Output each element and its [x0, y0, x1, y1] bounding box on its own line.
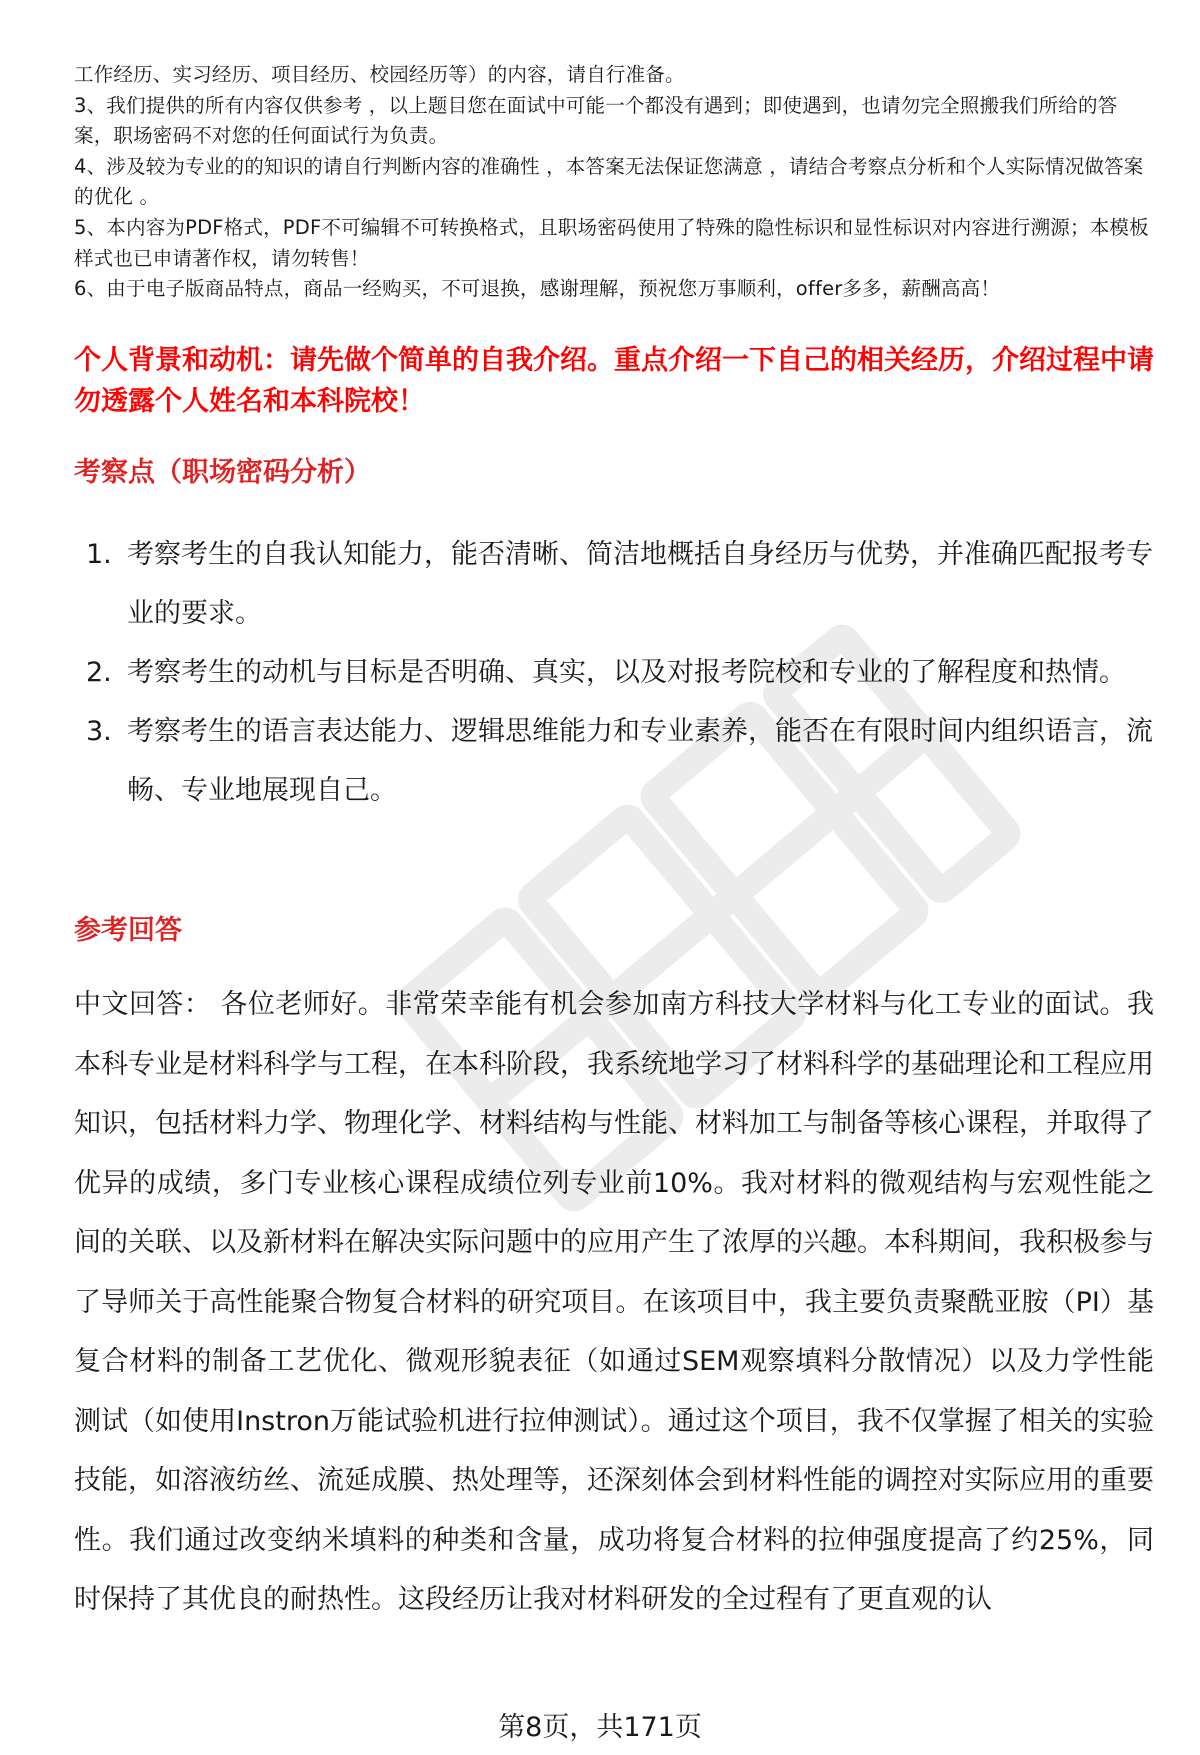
question-heading: 个人背景和动机：请先做个简单的自我介绍。重点介绍一下自己的相关经历，介绍过程中请勿透露个人姓名和本科院校！ — [74, 345, 1154, 417]
list-number: 1. — [86, 539, 112, 570]
key-points-list — [74, 525, 1154, 820]
note-line: 4、涉及较为专业的的知识的请自行判断内容的准确性 ，本答案无法保证您满意 ，请结合考察点分析和个人实际情况做答案的优化 。 — [74, 154, 1144, 209]
note-line: 6、由于电子版商品特点，商品一经购买，不可退换，感谢理解，预祝您万事顺利，offer多多，薪酬高高！ — [74, 277, 1001, 301]
reference-answer-heading: 参考回答 — [74, 915, 182, 946]
key-point-text: 考察考生的语言表达能力、逻辑思维能力和专业素养，能否在有限时间内组织语言，流畅、专业地展现自己。 — [127, 716, 1153, 806]
page-number: 第8页，共171页 — [498, 1712, 702, 1743]
note-line: 5、本内容为PDF格式，PDF不可编辑不可转换格式，且职场密码使用了特殊的隐性标识和显性标识对内容进行溯源；本模板样式也已申请著作权，请勿转售！ — [74, 215, 1149, 270]
key-point-item — [74, 525, 1154, 643]
note-line: 工作经历、实习经历、项目经历、校园经历等）的内容，请自行准备。 — [74, 63, 685, 86]
key-point-item — [74, 643, 1154, 702]
key-point-text: 考察考生的自我认知能力，能否清晰、简洁地概括自身经历与优势，并准确匹配报考专业的要求。 — [127, 539, 1153, 629]
reference-answer-text: 中文回答： 各位老师好。非常荣幸能有机会参加南方科技大学材料与化工专业的面试。我本科专业是材料科学与工程，在本科阶段，我系统地学习了材料科学的基础理论和工程应用知识，包括材料力学、物理化学、材料结构与性能、材料加工与制备等核心课程，并取得了优异的成绩，多门专业核心课程成绩位列专业前10%。我对材料的微观结构与宏观性能之间的关联、以及新材料在解决实际问题中的应用产生了浓厚的兴趣。本科期间，我积极参与了导师关于高性能聚合物复合材料的研究项目。在该项目中，我主要负责聚酰亚胺（PI）基复合材料的制备工艺优化、微观形貌表征（如通过SEM观察填料分散情况）以及力学性能测试（如使用Instron万能试验机进行拉伸测试）。通过这个项目，我不仅掌握了相关的实验技能，如溶液纺丝、流延成膜、热处理等，还深刻体会到材料性能的调控对实际应用的重要性。我们通过改变纳米填料的种类和含量，成功将复合材料的拉伸强度提高了约25%，同时保持了其优良的耐热性。这段经历让我对材料研发的全过程有了更直观的认 — [74, 989, 1154, 1615]
notes-section — [74, 60, 1154, 305]
key-point-item — [74, 702, 1154, 820]
key-point-text: 考察考生的动机与目标是否明确、真实，以及对报考院校和专业的了解程度和热情。 — [127, 657, 1126, 688]
note-line: 3、我们提供的所有内容仅供参考 ，以上题目您在面试中可能一个都没有遇到；即使遇到，也请勿完全照搬我们所给的答案，职场密码不对您的任何面试行为负责。 — [74, 93, 1118, 148]
key-points-heading: 考察点（职场密码分析） — [74, 457, 371, 488]
list-number: 3. — [86, 716, 112, 747]
list-number: 2. — [86, 657, 112, 688]
